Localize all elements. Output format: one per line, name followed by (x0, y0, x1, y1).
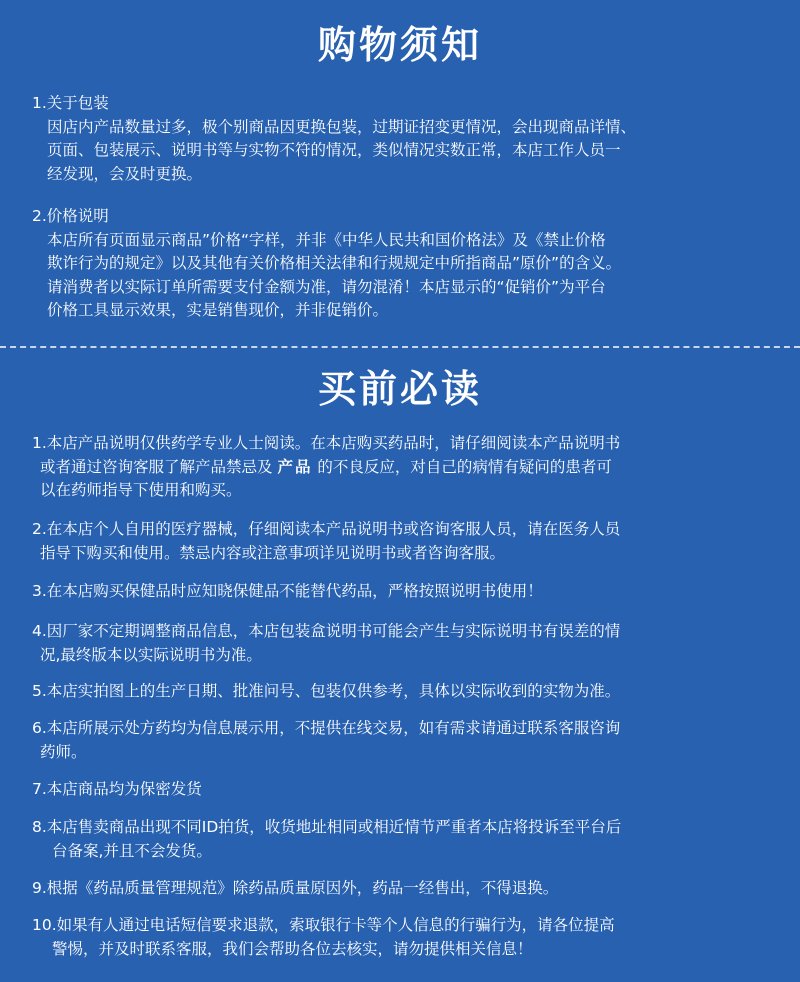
item-line: 2.在本店个人自用的医疗器械，仔细阅读本产品说明书或咨询客服人员，请在医务人员 (32, 520, 621, 538)
item-line: 警惕，并及时联系客服，我们会帮助各位去核实，请勿提供相关信息！ (52, 939, 533, 958)
item-line: 以在药师指导下使用和购买。 (40, 481, 242, 499)
item-line: 10.如果有人通过电话短信要求退款，索取银行卡等个人信息的行骗行为，请各位提高 (32, 916, 615, 934)
item-line-part: 或者通过咨询客服了解产品禁忌及 (40, 457, 273, 476)
must-read-item-10 (32, 914, 782, 961)
notice-item-price (32, 205, 782, 323)
must-read-item-5 (32, 680, 782, 704)
notice-item-heading: 1.关于包装 (32, 94, 109, 112)
must-read-item-4 (32, 620, 782, 667)
dashed-divider (0, 346, 800, 348)
notice-item-line: 因店内产品数量过多，极个别商品因更换包装，过期证招变更情况，会出现商品详情、 (47, 117, 637, 136)
must-read-item-3 (32, 580, 782, 604)
item-line (32, 456, 782, 480)
notice-item-line: 请消费者以实际订单所需要支付金额为准，请勿混淆！本店显示的“促销价”为平台 (47, 277, 606, 296)
must-read-item-6 (32, 717, 782, 764)
must-read-item-7 (32, 778, 782, 802)
item-line: 8.本店售卖商品出现不同ID拍货，收货地址相同或相近情节严重者本店将投诉至平台后 (32, 818, 622, 836)
notice-item-line: 欺诈行为的规定》以及其他有关价格相关法律和行规规定中所指商品”原价”的含义。 (47, 254, 622, 272)
item-line: 9.根据《药品质量管理规范》除药品质量原因外，药品一经售出，不得退换。 (32, 879, 559, 897)
item-line: 1.本店产品说明仅供药学专业人士阅读。在本店购买药品时，请仔细阅读本产品说明书 (32, 434, 621, 452)
must-read-item-2 (32, 518, 782, 565)
notice-item-line: 页面、包装展示、说明书等与实物不符的情况，类似情况实数正常，本店工作人员一 (47, 141, 621, 159)
must-read-item-8 (32, 816, 782, 863)
item-line-part: 的不良反应，对自己的病情有疑问的患者可 (317, 457, 612, 476)
item-line: 药师。 (40, 742, 87, 761)
notice-item-line: 经发现，会及时更换。 (47, 164, 203, 183)
notice-item-packaging (32, 92, 782, 186)
notice-item-line: 本店所有页面显示商品”价格“字样，并非《中华人民共和国价格法》及《禁止价格 (47, 230, 606, 249)
notice-title: 购物须知 (317, 23, 482, 67)
item-line: 6.本店所展示处方药均为信息展示用，不提供在线交易，如有需求请通过联系客服咨询 (32, 719, 621, 737)
must-read-title: 买前必读 (317, 367, 482, 411)
notice-item-line: 价格工具显示效果，实是销售现价，并非促销价。 (47, 301, 389, 319)
item-line: 台备案,并且不会发货。 (52, 841, 212, 860)
item-line: 7.本店商品均为保密发货 (32, 780, 202, 798)
item-line: 况,最终版本以实际说明书为准。 (40, 645, 262, 664)
item-line: 3.在本店购买保健品时应知晓保健品不能替代药品，严格按照说明书使用！ (32, 582, 543, 600)
item-line: 5.本店实拍图上的生产日期、批准问号、包装仅供参考，具体以实际收到的实物为准。 (32, 682, 621, 700)
item-line: 指导下购买和使用。禁忌内容或注意事项详见说明书或者咨询客服。 (40, 543, 506, 562)
product-emphasis: 产品 (277, 457, 313, 476)
must-read-item-1 (32, 432, 782, 503)
item-line: 4.因厂家不定期调整商品信息，本店包装盒说明书可能会产生与实际说明书有误差的情 (32, 622, 621, 640)
must-read-item-9 (32, 877, 782, 901)
notice-item-heading: 2.价格说明 (32, 207, 109, 225)
